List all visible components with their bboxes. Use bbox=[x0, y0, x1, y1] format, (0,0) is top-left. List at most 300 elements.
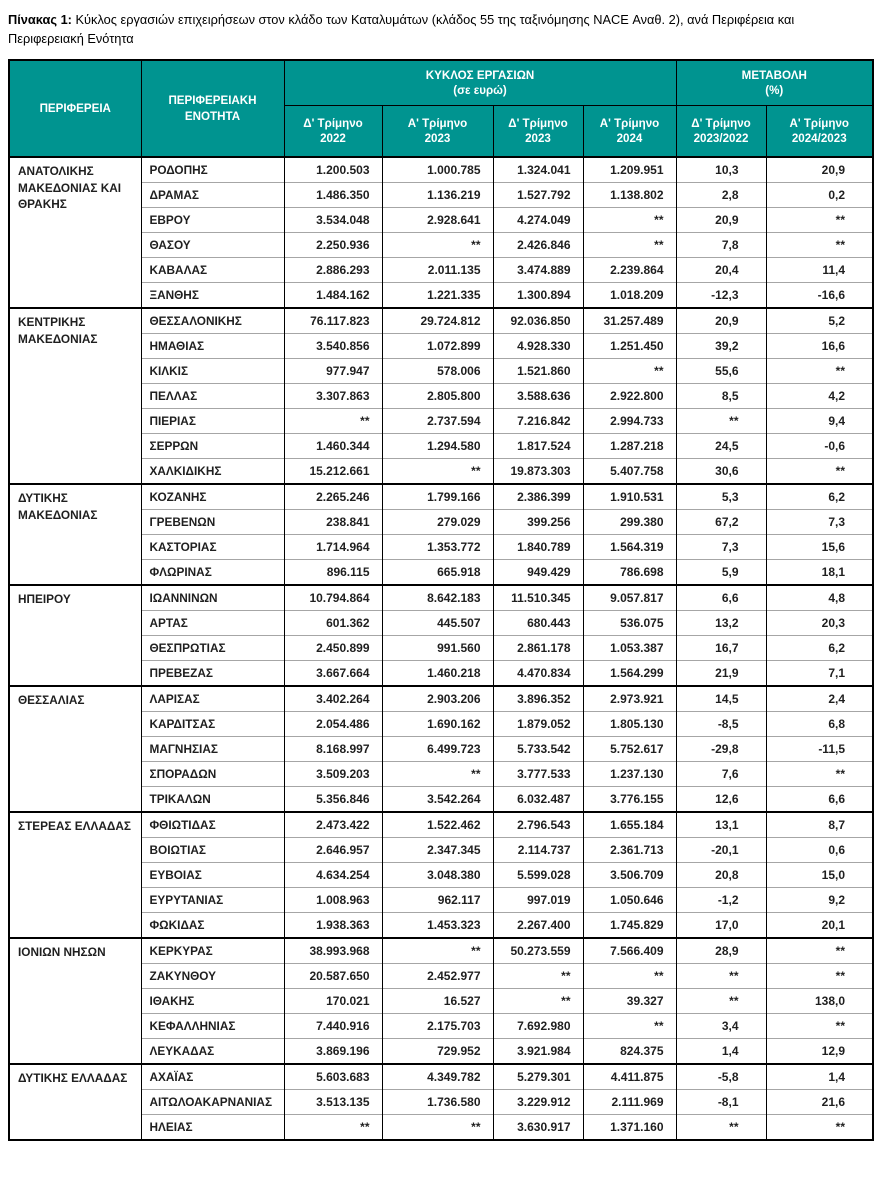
turnover-value-cell: 1.053.387 bbox=[583, 636, 676, 661]
turnover-value-cell: ** bbox=[583, 964, 676, 989]
change-value-cell: -20,1 bbox=[676, 838, 766, 863]
regional-unit-cell: ΖΑΚΥΝΘΟΥ bbox=[141, 964, 284, 989]
turnover-value-cell: 2.111.969 bbox=[583, 1090, 676, 1115]
regional-unit-cell: ΚΕΦΑΛΛΗΝΙΑΣ bbox=[141, 1014, 284, 1039]
change-value-cell: 13,2 bbox=[676, 611, 766, 636]
turnover-value-cell: 1.072.899 bbox=[382, 334, 493, 359]
turnover-value-cell: 896.115 bbox=[284, 560, 382, 586]
change-value-cell: 55,6 bbox=[676, 359, 766, 384]
turnover-value-cell: 1.209.951 bbox=[583, 157, 676, 183]
change-value-cell: -1,2 bbox=[676, 888, 766, 913]
turnover-value-cell: 38.993.968 bbox=[284, 938, 382, 964]
header-change-q4-line2: 2023/2022 bbox=[693, 132, 749, 146]
turnover-value-cell: 1.910.531 bbox=[583, 484, 676, 510]
header-q1-2023 bbox=[382, 106, 493, 158]
turnover-value-cell: 3.667.664 bbox=[284, 661, 382, 687]
change-value-cell: ** bbox=[766, 459, 873, 485]
change-value-cell: 6,8 bbox=[766, 712, 873, 737]
turnover-value-cell: 2.861.178 bbox=[493, 636, 583, 661]
turnover-value-cell: 5.356.846 bbox=[284, 787, 382, 813]
change-value-cell: ** bbox=[766, 964, 873, 989]
turnover-value-cell: 962.117 bbox=[382, 888, 493, 913]
header-regional-unit bbox=[141, 60, 284, 157]
change-value-cell: 14,5 bbox=[676, 686, 766, 712]
change-value-cell: ** bbox=[766, 1115, 873, 1141]
change-value-cell: -8,5 bbox=[676, 712, 766, 737]
change-value-cell: 9,2 bbox=[766, 888, 873, 913]
turnover-value-cell: 399.256 bbox=[493, 510, 583, 535]
table-row bbox=[9, 1064, 873, 1090]
regional-unit-cell: ΠΙΕΡΙΑΣ bbox=[141, 409, 284, 434]
turnover-value-cell: ** bbox=[583, 233, 676, 258]
region-cell: ΑΝΑΤΟΛΙΚΗΣ ΜΑΚΕΔΟΝΙΑΣ ΚΑΙ ΘΡΑΚΗΣ bbox=[9, 157, 141, 308]
region-cell: ΘΕΣΣΑΛΙΑΣ bbox=[9, 686, 141, 812]
change-value-cell: 67,2 bbox=[676, 510, 766, 535]
regional-unit-cell: ΚΑΣΤΟΡΙΑΣ bbox=[141, 535, 284, 560]
turnover-value-cell: 2.265.246 bbox=[284, 484, 382, 510]
turnover-value-cell: 680.443 bbox=[493, 611, 583, 636]
change-value-cell: 17,0 bbox=[676, 913, 766, 939]
turnover-value-cell: 1.879.052 bbox=[493, 712, 583, 737]
turnover-value-cell: ** bbox=[583, 1014, 676, 1039]
change-value-cell: 21,9 bbox=[676, 661, 766, 687]
regional-unit-cell: ΕΥΒΟΙΑΣ bbox=[141, 863, 284, 888]
turnover-value-cell: 5.603.683 bbox=[284, 1064, 382, 1090]
change-value-cell: 20,9 bbox=[676, 208, 766, 233]
header-q1-2024-line1: Α' Τρίμηνο bbox=[599, 116, 660, 130]
turnover-value-cell: 2.452.977 bbox=[382, 964, 493, 989]
change-value-cell: -29,8 bbox=[676, 737, 766, 762]
regional-unit-cell: ΧΑΛΚΙΔΙΚΗΣ bbox=[141, 459, 284, 485]
table-row bbox=[9, 686, 873, 712]
turnover-value-cell: 1.527.792 bbox=[493, 183, 583, 208]
turnover-value-cell: 1.460.344 bbox=[284, 434, 382, 459]
turnover-value-cell: 1.237.130 bbox=[583, 762, 676, 787]
turnover-value-cell: 1.000.785 bbox=[382, 157, 493, 183]
turnover-value-cell: 2.054.486 bbox=[284, 712, 382, 737]
change-value-cell: ** bbox=[766, 359, 873, 384]
change-value-cell: 20,1 bbox=[766, 913, 873, 939]
change-value-cell: 2,8 bbox=[676, 183, 766, 208]
header-change-q4-line1: Δ' Τρίμηνο bbox=[691, 116, 751, 130]
turnover-value-cell: 3.630.917 bbox=[493, 1115, 583, 1141]
turnover-value-cell: 3.229.912 bbox=[493, 1090, 583, 1115]
change-value-cell: 10,3 bbox=[676, 157, 766, 183]
turnover-value-cell: 1.251.450 bbox=[583, 334, 676, 359]
turnover-value-cell: 1.745.829 bbox=[583, 913, 676, 939]
regional-unit-cell: ΠΕΛΛΑΣ bbox=[141, 384, 284, 409]
table-header-row-groups bbox=[9, 60, 873, 106]
regional-unit-cell: ΦΘΙΩΤΙΔΑΣ bbox=[141, 812, 284, 838]
change-value-cell: 4,8 bbox=[766, 585, 873, 611]
turnover-value-cell: 2.347.345 bbox=[382, 838, 493, 863]
header-q4-2023-line2: 2023 bbox=[525, 132, 551, 146]
turnover-value-cell: 2.646.957 bbox=[284, 838, 382, 863]
turnover-value-cell: 3.534.048 bbox=[284, 208, 382, 233]
change-value-cell: 1,4 bbox=[766, 1064, 873, 1090]
change-value-cell: 18,1 bbox=[766, 560, 873, 586]
turnover-value-cell: 4.349.782 bbox=[382, 1064, 493, 1090]
turnover-value-cell: 31.257.489 bbox=[583, 308, 676, 334]
regional-unit-cell: ΙΘΑΚΗΣ bbox=[141, 989, 284, 1014]
table-row bbox=[9, 308, 873, 334]
turnover-value-cell: 3.506.709 bbox=[583, 863, 676, 888]
regional-unit-cell: ΣΠΟΡΑΔΩΝ bbox=[141, 762, 284, 787]
header-q1-2024-line2: 2024 bbox=[616, 132, 643, 146]
change-value-cell: 20,8 bbox=[676, 863, 766, 888]
change-value-cell: -16,6 bbox=[766, 283, 873, 309]
change-value-cell: 24,5 bbox=[676, 434, 766, 459]
change-value-cell: 1,4 bbox=[676, 1039, 766, 1065]
turnover-value-cell: ** bbox=[382, 233, 493, 258]
turnover-value-cell: 1.136.219 bbox=[382, 183, 493, 208]
turnover-value-cell: 50.273.559 bbox=[493, 938, 583, 964]
page-title bbox=[8, 10, 870, 48]
region-cell: ΔΥΤΙΚΗΣ ΜΑΚΕΔΟΝΙΑΣ bbox=[9, 484, 141, 585]
change-value-cell: 6,6 bbox=[766, 787, 873, 813]
header-q4-2022-line2: 2022 bbox=[320, 132, 346, 146]
header-group-turnover bbox=[284, 60, 676, 106]
turnover-value-cell: 8.168.997 bbox=[284, 737, 382, 762]
turnover-value-cell: 2.361.713 bbox=[583, 838, 676, 863]
change-value-cell: -0,6 bbox=[766, 434, 873, 459]
turnover-value-cell: 1.655.184 bbox=[583, 812, 676, 838]
change-value-cell: 39,2 bbox=[676, 334, 766, 359]
turnover-value-cell: 1.324.041 bbox=[493, 157, 583, 183]
change-value-cell: 6,6 bbox=[676, 585, 766, 611]
turnover-value-cell: 824.375 bbox=[583, 1039, 676, 1065]
turnover-value-cell: 2.386.399 bbox=[493, 484, 583, 510]
header-turnover-line1: ΚΥΚΛΟΣ ΕΡΓΑΣΙΩΝ bbox=[425, 68, 535, 82]
regional-unit-cell: ΚΕΡΚΥΡΑΣ bbox=[141, 938, 284, 964]
regional-unit-cell: ΜΑΓΝΗΣΙΑΣ bbox=[141, 737, 284, 762]
turnover-value-cell: 1.805.130 bbox=[583, 712, 676, 737]
turnover-value-cell: 299.380 bbox=[583, 510, 676, 535]
change-value-cell: 12,6 bbox=[676, 787, 766, 813]
change-value-cell: 28,9 bbox=[676, 938, 766, 964]
turnover-value-cell: 5.599.028 bbox=[493, 863, 583, 888]
turnover-value-cell: 1.018.209 bbox=[583, 283, 676, 309]
turnover-value-cell: 1.690.162 bbox=[382, 712, 493, 737]
regional-unit-cell: ΞΑΝΘΗΣ bbox=[141, 283, 284, 309]
change-value-cell: 20,9 bbox=[766, 157, 873, 183]
header-group-change bbox=[676, 60, 873, 106]
turnover-value-cell: 5.279.301 bbox=[493, 1064, 583, 1090]
turnover-value-cell: 5.733.542 bbox=[493, 737, 583, 762]
turnover-value-cell: 4.411.875 bbox=[583, 1064, 676, 1090]
turnover-value-cell: 3.777.533 bbox=[493, 762, 583, 787]
turnover-value-cell: 2.973.921 bbox=[583, 686, 676, 712]
turnover-value-cell: 2.737.594 bbox=[382, 409, 493, 434]
change-value-cell: ** bbox=[766, 762, 873, 787]
turnover-value-cell: 2.903.206 bbox=[382, 686, 493, 712]
change-value-cell: ** bbox=[766, 938, 873, 964]
turnover-value-cell: 3.542.264 bbox=[382, 787, 493, 813]
regional-unit-cell: ΕΥΡΥΤΑΝΙΑΣ bbox=[141, 888, 284, 913]
change-value-cell: 5,9 bbox=[676, 560, 766, 586]
turnover-value-cell: ** bbox=[493, 964, 583, 989]
regional-unit-cell: ΙΩΑΝΝΙΝΩΝ bbox=[141, 585, 284, 611]
change-value-cell: 5,2 bbox=[766, 308, 873, 334]
turnover-value-cell: 1.938.363 bbox=[284, 913, 382, 939]
header-change-q4 bbox=[676, 106, 766, 158]
turnover-value-cell: 7.692.980 bbox=[493, 1014, 583, 1039]
turnover-value-cell: 1.521.860 bbox=[493, 359, 583, 384]
change-value-cell: 21,6 bbox=[766, 1090, 873, 1115]
turnover-value-cell: 10.794.864 bbox=[284, 585, 382, 611]
change-value-cell: 12,9 bbox=[766, 1039, 873, 1065]
turnover-value-cell: 15.212.661 bbox=[284, 459, 382, 485]
turnover-value-cell: 7.566.409 bbox=[583, 938, 676, 964]
change-value-cell: ** bbox=[766, 208, 873, 233]
turnover-value-cell: ** bbox=[284, 409, 382, 434]
turnover-value-cell: 3.474.889 bbox=[493, 258, 583, 283]
turnover-value-cell: 1.200.503 bbox=[284, 157, 382, 183]
table-row bbox=[9, 157, 873, 183]
change-value-cell: 138,0 bbox=[766, 989, 873, 1014]
change-value-cell: 20,3 bbox=[766, 611, 873, 636]
turnover-value-cell: 2.175.703 bbox=[382, 1014, 493, 1039]
turnover-value-cell: 665.918 bbox=[382, 560, 493, 586]
turnover-value-cell: 2.114.737 bbox=[493, 838, 583, 863]
regional-unit-cell: ΔΡΑΜΑΣ bbox=[141, 183, 284, 208]
change-value-cell: 8,5 bbox=[676, 384, 766, 409]
regional-unit-cell: ΚΑΡΔΙΤΣΑΣ bbox=[141, 712, 284, 737]
turnover-value-cell: 3.540.856 bbox=[284, 334, 382, 359]
regional-unit-cell: ΑΡΤΑΣ bbox=[141, 611, 284, 636]
header-change-q1-line2: 2024/2023 bbox=[791, 132, 847, 146]
turnover-value-cell: 2.928.641 bbox=[382, 208, 493, 233]
turnover-value-cell: 29.724.812 bbox=[382, 308, 493, 334]
turnover-value-cell: 3.896.352 bbox=[493, 686, 583, 712]
turnover-value-cell: 2.473.422 bbox=[284, 812, 382, 838]
turnover-value-cell: 977.947 bbox=[284, 359, 382, 384]
change-value-cell: 2,4 bbox=[766, 686, 873, 712]
header-q4-2023-line1: Δ' Τρίμηνο bbox=[508, 116, 568, 130]
turnover-value-cell: 1.484.162 bbox=[284, 283, 382, 309]
turnover-value-cell: 991.560 bbox=[382, 636, 493, 661]
turnover-value-cell: 6.032.487 bbox=[493, 787, 583, 813]
regional-unit-cell: ΘΑΣΟΥ bbox=[141, 233, 284, 258]
region-cell: ΣΤΕΡΕΑΣ ΕΛΛΑΔΑΣ bbox=[9, 812, 141, 938]
regional-unit-cell: ΘΕΣΣΑΛΟΝΙΚΗΣ bbox=[141, 308, 284, 334]
turnover-value-cell: 5.407.758 bbox=[583, 459, 676, 485]
turnover-value-cell: 2.994.733 bbox=[583, 409, 676, 434]
header-q4-2023 bbox=[493, 106, 583, 158]
turnover-value-cell: 6.499.723 bbox=[382, 737, 493, 762]
turnover-value-cell: ** bbox=[382, 1115, 493, 1141]
turnover-value-cell: 2.886.293 bbox=[284, 258, 382, 283]
regional-unit-cell: ΘΕΣΠΡΩΤΙΑΣ bbox=[141, 636, 284, 661]
turnover-value-cell: 3.513.135 bbox=[284, 1090, 382, 1115]
change-value-cell: 7,3 bbox=[766, 510, 873, 535]
turnover-value-cell: 2.805.800 bbox=[382, 384, 493, 409]
turnover-value-cell: 238.841 bbox=[284, 510, 382, 535]
regional-unit-cell: ΦΩΚΙΔΑΣ bbox=[141, 913, 284, 939]
turnover-value-cell: 3.588.636 bbox=[493, 384, 583, 409]
change-value-cell: 3,4 bbox=[676, 1014, 766, 1039]
turnover-value-cell: 39.327 bbox=[583, 989, 676, 1014]
region-cell: ΙΟΝΙΩΝ ΝΗΣΩΝ bbox=[9, 938, 141, 1064]
change-value-cell: 6,2 bbox=[766, 636, 873, 661]
change-value-cell: ** bbox=[766, 233, 873, 258]
turnover-value-cell: 9.057.817 bbox=[583, 585, 676, 611]
turnover-value-cell: 76.117.823 bbox=[284, 308, 382, 334]
regional-unit-cell: ΑΙΤΩΛΟΑΚΑΡΝΑΝΙΑΣ bbox=[141, 1090, 284, 1115]
change-value-cell: 5,3 bbox=[676, 484, 766, 510]
turnover-value-cell: 2.922.800 bbox=[583, 384, 676, 409]
change-value-cell: 6,2 bbox=[766, 484, 873, 510]
change-value-cell: 15,0 bbox=[766, 863, 873, 888]
turnover-value-cell: 170.021 bbox=[284, 989, 382, 1014]
regional-unit-cell: ΡΟΔΟΠΗΣ bbox=[141, 157, 284, 183]
change-value-cell: ** bbox=[676, 964, 766, 989]
turnover-value-cell: 949.429 bbox=[493, 560, 583, 586]
turnover-value-cell: 3.921.984 bbox=[493, 1039, 583, 1065]
turnover-value-cell: ** bbox=[493, 989, 583, 1014]
header-turnover-line2: (σε ευρώ) bbox=[453, 84, 507, 98]
turnover-value-cell: 1.371.160 bbox=[583, 1115, 676, 1141]
turnover-value-cell: 1.522.462 bbox=[382, 812, 493, 838]
region-cell: ΚΕΝΤΡΙΚΗΣ ΜΑΚΕΔΟΝΙΑΣ bbox=[9, 308, 141, 484]
regional-unit-cell: ΣΕΡΡΩΝ bbox=[141, 434, 284, 459]
regional-unit-cell: ΚΟΖΑΝΗΣ bbox=[141, 484, 284, 510]
turnover-value-cell: 1.353.772 bbox=[382, 535, 493, 560]
region-cell: ΔΥΤΙΚΗΣ ΕΛΛΑΔΑΣ bbox=[9, 1064, 141, 1140]
header-q1-2023-line1: Α' Τρίμηνο bbox=[407, 116, 468, 130]
header-regional-unit-label: ΠΕΡΙΦΕΡΕΙΑΚΗ ΕΝΟΤΗΤΑ bbox=[168, 94, 257, 123]
turnover-value-cell: 729.952 bbox=[382, 1039, 493, 1065]
turnover-value-cell: 601.362 bbox=[284, 611, 382, 636]
change-value-cell: 16,7 bbox=[676, 636, 766, 661]
change-value-cell: ** bbox=[676, 1115, 766, 1141]
turnover-value-cell: 4.274.049 bbox=[493, 208, 583, 233]
turnover-value-cell: 7.216.842 bbox=[493, 409, 583, 434]
change-value-cell: 7,6 bbox=[676, 762, 766, 787]
turnover-value-cell: 3.307.863 bbox=[284, 384, 382, 409]
region-cell: ΗΠΕΙΡΟΥ bbox=[9, 585, 141, 686]
turnover-value-cell: 1.799.166 bbox=[382, 484, 493, 510]
regional-unit-cell: ΗΛΕΙΑΣ bbox=[141, 1115, 284, 1141]
regional-unit-cell: ΛΑΡΙΣΑΣ bbox=[141, 686, 284, 712]
turnover-value-cell: ** bbox=[382, 938, 493, 964]
change-value-cell: -8,1 bbox=[676, 1090, 766, 1115]
turnover-value-cell: 8.642.183 bbox=[382, 585, 493, 611]
turnover-value-cell: 4.470.834 bbox=[493, 661, 583, 687]
header-q1-2023-line2: 2023 bbox=[424, 132, 451, 146]
table-row bbox=[9, 938, 873, 964]
change-value-cell: -11,5 bbox=[766, 737, 873, 762]
change-value-cell: 0,2 bbox=[766, 183, 873, 208]
turnover-value-cell: 2.267.400 bbox=[493, 913, 583, 939]
turnover-value-cell: 578.006 bbox=[382, 359, 493, 384]
header-q1-2024 bbox=[583, 106, 676, 158]
turnover-value-cell: 1.221.335 bbox=[382, 283, 493, 309]
turnover-value-cell: 3.509.203 bbox=[284, 762, 382, 787]
turnover-value-cell: 2.450.899 bbox=[284, 636, 382, 661]
turnover-value-cell: 445.507 bbox=[382, 611, 493, 636]
change-value-cell: 11,4 bbox=[766, 258, 873, 283]
turnover-value-cell: 92.036.850 bbox=[493, 308, 583, 334]
table-number-label: Πίνακας 1: bbox=[8, 12, 72, 27]
turnover-value-cell: 11.510.345 bbox=[493, 585, 583, 611]
turnover-value-cell: ** bbox=[583, 359, 676, 384]
turnover-value-cell: 4.928.330 bbox=[493, 334, 583, 359]
turnover-value-cell: 1.564.299 bbox=[583, 661, 676, 687]
change-value-cell: 7,1 bbox=[766, 661, 873, 687]
change-value-cell: 16,6 bbox=[766, 334, 873, 359]
table-header bbox=[9, 60, 873, 157]
change-value-cell: 4,2 bbox=[766, 384, 873, 409]
turnover-value-cell: 5.752.617 bbox=[583, 737, 676, 762]
change-value-cell: ** bbox=[766, 1014, 873, 1039]
turnover-value-cell: 536.075 bbox=[583, 611, 676, 636]
turnover-value-cell: 1.840.789 bbox=[493, 535, 583, 560]
turnover-value-cell: 1.287.218 bbox=[583, 434, 676, 459]
regional-unit-cell: ΒΟΙΩΤΙΑΣ bbox=[141, 838, 284, 863]
header-q4-2022-line1: Δ' Τρίμηνο bbox=[303, 116, 363, 130]
table-row bbox=[9, 585, 873, 611]
turnover-value-cell: 1.736.580 bbox=[382, 1090, 493, 1115]
turnover-value-cell: 2.239.864 bbox=[583, 258, 676, 283]
turnover-value-cell: 16.527 bbox=[382, 989, 493, 1014]
turnover-value-cell: 3.048.380 bbox=[382, 863, 493, 888]
header-change-line1: ΜΕΤΑΒΟΛΗ bbox=[741, 68, 807, 82]
header-change-q1 bbox=[766, 106, 873, 158]
regional-unit-cell: ΤΡΙΚΑΛΩΝ bbox=[141, 787, 284, 813]
turnover-value-cell: 4.634.254 bbox=[284, 863, 382, 888]
turnover-value-cell: 1.564.319 bbox=[583, 535, 676, 560]
turnover-value-cell: 1.453.323 bbox=[382, 913, 493, 939]
turnover-value-cell: 3.402.264 bbox=[284, 686, 382, 712]
turnover-value-cell: ** bbox=[382, 762, 493, 787]
regional-unit-cell: ΗΜΑΘΙΑΣ bbox=[141, 334, 284, 359]
turnover-value-cell: 1.817.524 bbox=[493, 434, 583, 459]
turnover-value-cell: 279.029 bbox=[382, 510, 493, 535]
turnover-value-cell: 1.138.802 bbox=[583, 183, 676, 208]
table-row bbox=[9, 812, 873, 838]
turnover-value-cell: 2.011.135 bbox=[382, 258, 493, 283]
change-value-cell: -5,8 bbox=[676, 1064, 766, 1090]
change-value-cell: 0,6 bbox=[766, 838, 873, 863]
change-value-cell: 20,4 bbox=[676, 258, 766, 283]
turnover-value-cell: 1.714.964 bbox=[284, 535, 382, 560]
change-value-cell: ** bbox=[676, 409, 766, 434]
turnover-value-cell: 1.486.350 bbox=[284, 183, 382, 208]
change-value-cell: 20,9 bbox=[676, 308, 766, 334]
turnover-value-cell: 3.776.155 bbox=[583, 787, 676, 813]
turnover-value-cell: 1.008.963 bbox=[284, 888, 382, 913]
turnover-value-cell: 2.250.936 bbox=[284, 233, 382, 258]
turnover-value-cell: ** bbox=[382, 459, 493, 485]
turnover-value-cell: 997.019 bbox=[493, 888, 583, 913]
turnover-value-cell: ** bbox=[583, 208, 676, 233]
change-value-cell: 13,1 bbox=[676, 812, 766, 838]
statistics-table bbox=[8, 59, 874, 1141]
table-row bbox=[9, 484, 873, 510]
turnover-value-cell: ** bbox=[284, 1115, 382, 1141]
regional-unit-cell: ΑΧΑΪΑΣ bbox=[141, 1064, 284, 1090]
change-value-cell: 8,7 bbox=[766, 812, 873, 838]
change-value-cell: ** bbox=[676, 989, 766, 1014]
change-value-cell: 7,8 bbox=[676, 233, 766, 258]
turnover-value-cell: 7.440.916 bbox=[284, 1014, 382, 1039]
table-title-text: Κύκλος εργασιών επιχειρήσεων στον κλάδο των Καταλυμάτων (κλάδος 55 της ταξινόμησης NACE Αναθ. 2), ανά Περιφέρεια και Περιφερειακή Ενότητα bbox=[8, 12, 795, 47]
regional-unit-cell: ΓΡΕΒΕΝΩΝ bbox=[141, 510, 284, 535]
turnover-value-cell: 1.050.646 bbox=[583, 888, 676, 913]
regional-unit-cell: ΕΒΡΟΥ bbox=[141, 208, 284, 233]
header-change-line2: (%) bbox=[765, 84, 784, 98]
